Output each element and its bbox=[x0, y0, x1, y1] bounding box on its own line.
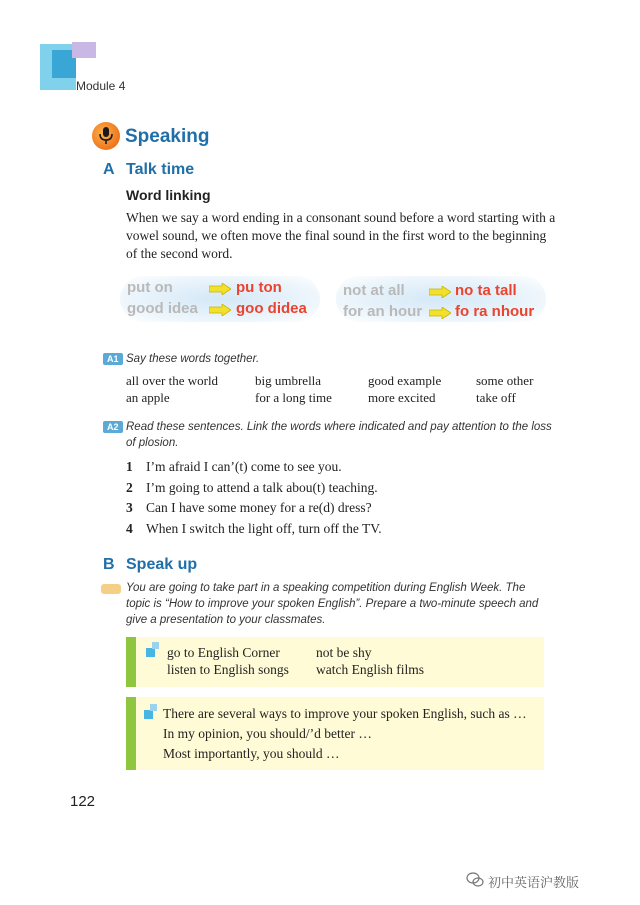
sentence-text: I’m afraid I can’(t) come to see you. bbox=[146, 459, 342, 474]
a1-word-pair: some other bbox=[476, 373, 534, 388]
section-b-title: Speak up bbox=[126, 556, 198, 573]
wechat-icon bbox=[466, 872, 484, 888]
linking-example-to: no ta tall bbox=[455, 282, 517, 299]
a2-instruction: Read these sentences. Link the words where indicated and pay attention to the loss bbox=[126, 421, 552, 433]
linking-example-to: goo didea bbox=[236, 300, 307, 317]
idea-item: not be shy bbox=[316, 645, 372, 660]
useful-phrase: Most importantly, you should … bbox=[163, 746, 340, 761]
section-b-letter: B bbox=[103, 556, 115, 573]
sentence-number: 2 bbox=[126, 480, 133, 495]
arrow-right-icon bbox=[429, 307, 451, 319]
linking-example-to: pu ton bbox=[236, 279, 282, 296]
linking-example-from: good idea bbox=[127, 300, 198, 317]
a2-sentence bbox=[126, 500, 372, 516]
idea-item: watch English films bbox=[316, 662, 424, 677]
arrow-right-icon bbox=[209, 283, 231, 295]
linking-example-from: put on bbox=[127, 279, 173, 296]
sentence-text: Can I have some money for a re(d) dress? bbox=[146, 500, 372, 515]
page-number: 122 bbox=[70, 793, 96, 810]
watermark: 初中英语沪教版 bbox=[488, 876, 580, 891]
header-decoration-purple bbox=[72, 42, 96, 58]
useful-phrase: In my opinion, you should/’d better … bbox=[163, 726, 372, 741]
phrases-box-decoration bbox=[144, 710, 153, 719]
a1-word-pair: an apple bbox=[126, 390, 170, 405]
a1-word-pair: all over the world bbox=[126, 373, 219, 388]
exercise-tag-a1: A1 bbox=[103, 353, 123, 365]
task-marker bbox=[101, 584, 121, 594]
a1-word-pair: take off bbox=[476, 390, 516, 405]
ideas-box-decoration bbox=[146, 648, 155, 657]
sentence-number: 3 bbox=[126, 500, 133, 515]
phrases-box-bar bbox=[126, 697, 136, 770]
b-instruction: You are going to take part in a speaking competition during English Week. The bbox=[126, 582, 526, 594]
sentence-text: When I switch the light off, turn off the TV. bbox=[146, 521, 382, 536]
b-instruction-cont: give a presentation to your classmates. bbox=[126, 614, 326, 626]
a1-word-pair: big umbrella bbox=[255, 373, 322, 388]
a2-instruction-cont: of plosion. bbox=[126, 437, 179, 449]
a2-sentence bbox=[126, 480, 378, 496]
useful-phrase: There are several ways to improve your spoken English, such as … bbox=[163, 706, 527, 721]
sentence-number: 1 bbox=[126, 459, 133, 474]
a1-instruction: Say these words together. bbox=[126, 353, 260, 365]
linking-example-from: not at all bbox=[343, 282, 405, 299]
word-linking-paragraph: When we say a word ending in a consonant sound before a word starting with a vowel sound, we often move the final sound in the first word to the beginning of the second word. bbox=[126, 210, 556, 261]
ideas-box-bar bbox=[126, 637, 136, 687]
microphone-icon bbox=[92, 122, 120, 150]
ideas-box-decoration bbox=[152, 642, 159, 649]
a1-word-pair: for a long time bbox=[255, 390, 332, 405]
idea-item: listen to English songs bbox=[167, 662, 289, 677]
linking-example-to: fo ra nhour bbox=[455, 303, 535, 320]
arrow-right-icon bbox=[209, 304, 231, 316]
a1-word-pair: more excited bbox=[368, 390, 436, 405]
module-label: Module 4 bbox=[76, 79, 126, 93]
sentence-number: 4 bbox=[126, 521, 133, 536]
sentence-text: I’m going to attend a talk abou(t) teaching. bbox=[146, 480, 378, 495]
speaking-title: Speaking bbox=[125, 126, 210, 147]
section-a-title: Talk time bbox=[126, 161, 195, 178]
a2-sentence bbox=[126, 459, 342, 475]
b-instruction-cont: topic is “How to improve your spoken English”. Prepare a two-minute speech and bbox=[126, 598, 539, 610]
linking-example-from: for an hour bbox=[343, 303, 423, 320]
a1-word-pair: good example bbox=[368, 373, 442, 388]
phrases-box-decoration bbox=[150, 704, 157, 711]
arrow-right-icon bbox=[429, 286, 451, 298]
section-a-letter: A bbox=[103, 161, 115, 178]
a2-sentence bbox=[126, 521, 382, 537]
exercise-tag-a2: A2 bbox=[103, 421, 123, 433]
idea-item: go to English Corner bbox=[167, 645, 280, 660]
word-linking-heading: Word linking bbox=[126, 187, 211, 203]
